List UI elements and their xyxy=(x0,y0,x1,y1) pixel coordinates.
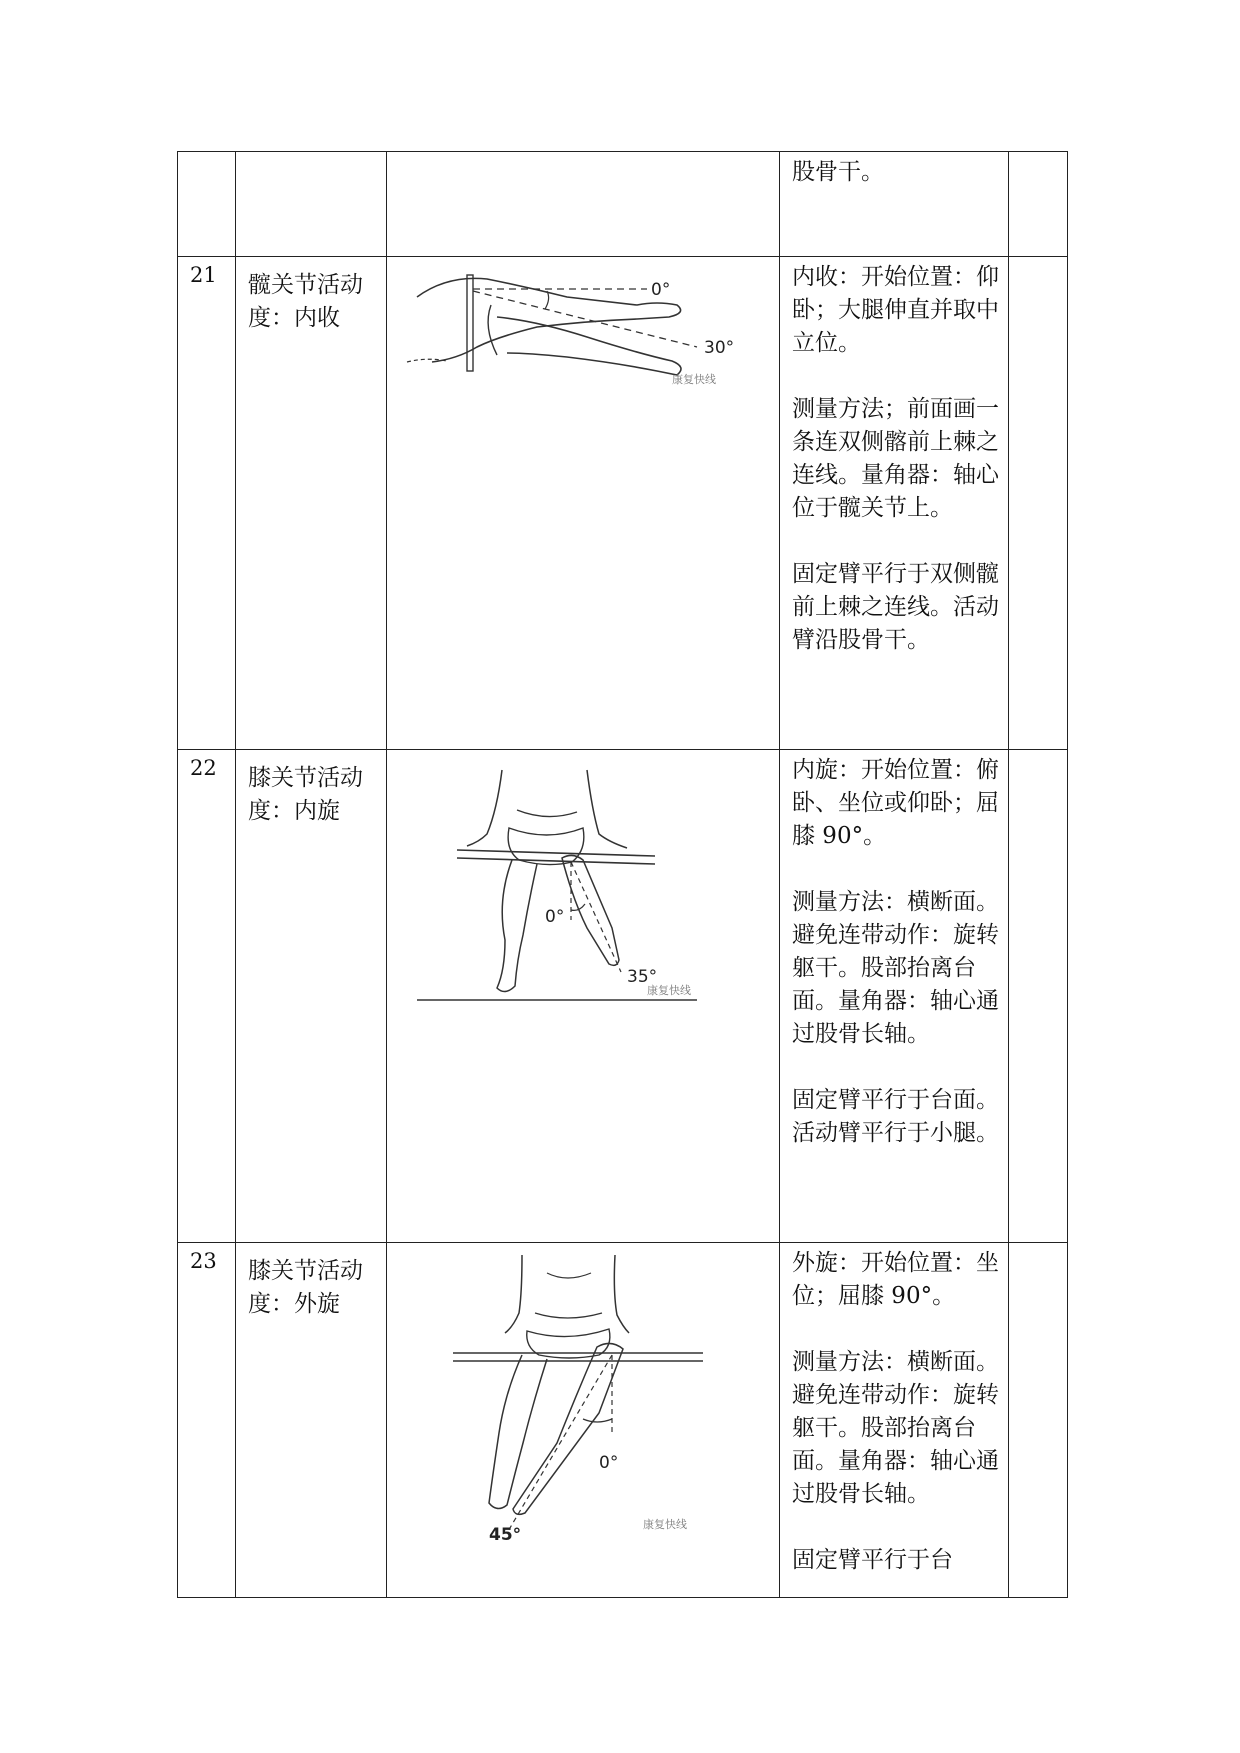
description-paragraph: 外旋：开始位置：坐位；屈膝 90°。 xyxy=(792,1250,999,1309)
description-paragraph: 内旋：开始位置：俯卧、坐位或仰卧；屈膝 90°。 xyxy=(792,757,999,849)
watermark: 康复快线 xyxy=(672,373,716,386)
notes-cell xyxy=(1009,750,1068,1243)
description-paragraph: 测量方法：横断面。避免连带动作：旋转躯干。股部抬离台面。量角器：轴心通过股骨长轴。 xyxy=(792,889,999,1047)
description-cell xyxy=(780,152,1009,257)
description-cell xyxy=(780,257,1009,750)
angle-label-end: 45° xyxy=(489,1525,522,1543)
description-cell xyxy=(780,1243,1009,1598)
angle-label-end: 30° xyxy=(704,338,735,358)
figure-cell xyxy=(387,1243,780,1598)
description-paragraph: 股骨干。 xyxy=(792,159,884,185)
row-number xyxy=(178,152,236,257)
description-cell xyxy=(780,750,1009,1243)
table-row xyxy=(178,750,1068,1243)
notes-cell xyxy=(1009,152,1068,257)
hip-adduction-figure xyxy=(387,257,780,407)
knee-external-rotation-figure xyxy=(387,1243,780,1543)
description-paragraph: 测量方法：横断面。避免连带动作：旋转躯干。股部抬离台面。量角器：轴心通过股骨长轴。 xyxy=(792,1349,999,1507)
item-name: 髋关节活动度：内收 xyxy=(236,257,387,750)
notes-cell xyxy=(1009,257,1068,750)
table-row xyxy=(178,1243,1068,1598)
item-name: 膝关节活动度：外旋 xyxy=(236,1243,387,1598)
description-paragraph: 固定臂平行于双侧髋前上棘之连线。活动臂沿股骨干。 xyxy=(792,561,999,653)
item-name: 膝关节活动度：内旋 xyxy=(236,750,387,1243)
angle-label-start: 0° xyxy=(651,280,671,300)
notes-cell xyxy=(1009,1243,1068,1598)
angle-label-start: 0° xyxy=(545,907,565,927)
figure-cell xyxy=(387,750,780,1243)
description-paragraph: 测量方法；前面画一条连双侧髂前上棘之连线。量角器：轴心位于髋关节上。 xyxy=(792,396,999,521)
description-paragraph: 固定臂平行于台面。活动臂平行于小腿。 xyxy=(792,1087,999,1146)
description-paragraph: 固定臂平行于台 xyxy=(792,1547,953,1573)
figure-cell xyxy=(387,152,780,257)
row-number: 22 xyxy=(178,750,236,1243)
description-paragraph: 内收：开始位置：仰卧；大腿伸直并取中立位。 xyxy=(792,264,999,356)
watermark: 康复快线 xyxy=(647,984,691,997)
angle-label-end: 35° xyxy=(627,967,658,987)
rom-table xyxy=(177,151,1068,1598)
row-number: 21 xyxy=(178,257,236,750)
watermark: 康复快线 xyxy=(643,1518,687,1531)
item-name xyxy=(236,152,387,257)
table-row xyxy=(178,152,1068,257)
row-number: 23 xyxy=(178,1243,236,1598)
knee-internal-rotation-figure xyxy=(387,750,780,1020)
angle-label-start: 0° xyxy=(599,1453,619,1473)
figure-cell xyxy=(387,257,780,750)
table-row xyxy=(178,257,1068,750)
